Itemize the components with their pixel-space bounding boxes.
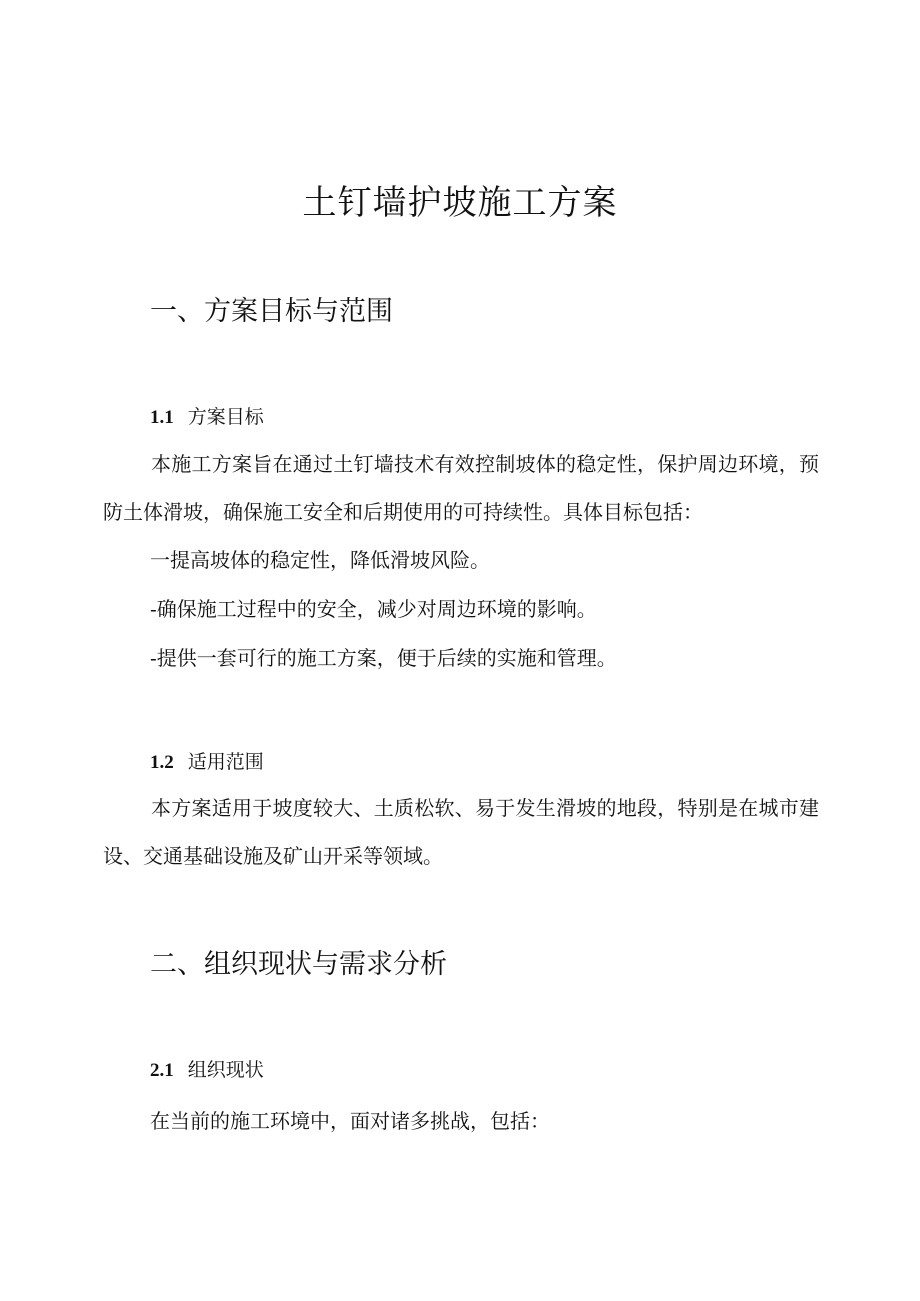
section-heading-2: 二、组织现状与需求分析 <box>150 949 447 980</box>
subsection-heading-1-2 <box>150 748 264 777</box>
bullet-item: -确保施工过程中的安全，减少对周边环境的影响。 <box>150 597 597 621</box>
subsection-number: 2.1 <box>150 1060 174 1081</box>
bullet-item: -提供一套可行的施工方案，便于后续的实施和管理。 <box>150 646 617 670</box>
subsection-title: 组织现状 <box>187 1059 264 1081</box>
subsection-title: 适用范围 <box>187 751 264 773</box>
subsection-number: 1.1 <box>150 407 174 428</box>
paragraph-scope: 本方案适用于坡度较大、土质松软、易于发生滑坡的地段，特别是在城市建设、交通基础设施及矿山开采等领域。 <box>103 796 819 868</box>
subsection-heading-2-1 <box>150 1056 264 1085</box>
section-heading-1: 一、方案目标与范围 <box>150 296 393 327</box>
bullet-item: 一提高坡体的稳定性，降低滑坡风险。 <box>150 548 490 572</box>
paragraph-goal: 本施工方案旨在通过土钉墙技术有效控制坡体的稳定性，保护周边环境，预防土体滑坡，确保施工安全和后期使用的可持续性。具体目标包括： <box>103 452 819 524</box>
subsection-title: 方案目标 <box>187 406 264 428</box>
subsection-number: 1.2 <box>150 752 174 773</box>
paragraph-status: 在当前的施工环境中，面对诸多挑战，包括： <box>150 1109 550 1133</box>
document-title: 土钉墙护坡施工方案 <box>302 183 618 223</box>
subsection-heading-1-1 <box>150 403 264 432</box>
